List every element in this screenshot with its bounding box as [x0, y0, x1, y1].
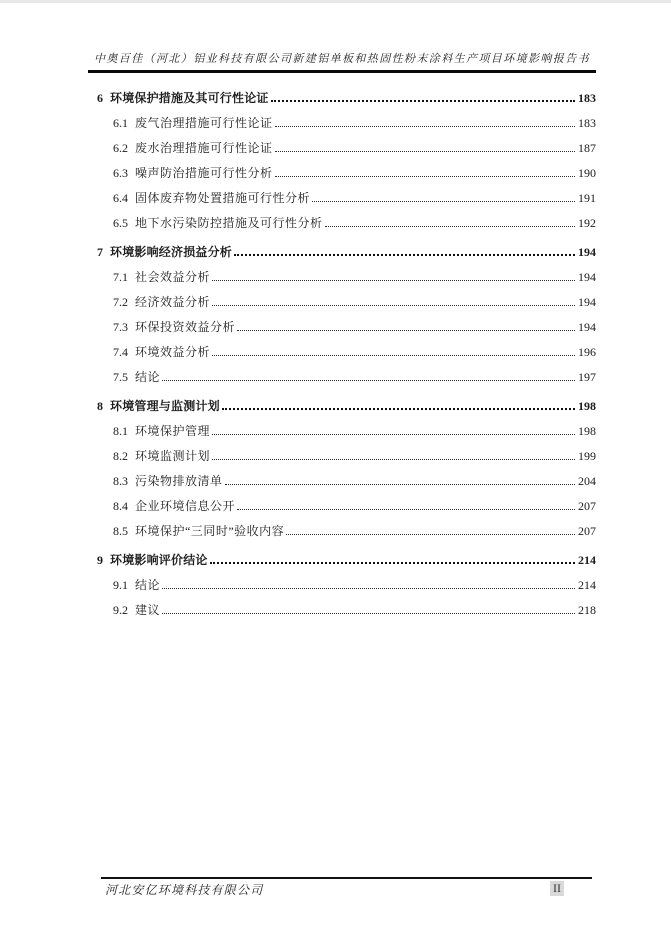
scan-edge-artifact	[0, 0, 671, 3]
dot-leader	[225, 484, 575, 485]
toc-entry-number: 6.1	[113, 116, 128, 130]
toc	[90, 82, 596, 623]
dot-leader	[212, 434, 575, 435]
toc-entry	[90, 419, 596, 444]
toc-entry-number: 7.1	[113, 270, 128, 284]
toc-entry-page: 194	[578, 245, 596, 259]
toc-entry-title: 环境保护“三同时”验收内容	[135, 524, 285, 538]
toc-entry-number: 6.5	[113, 216, 128, 230]
toc-entry-page: 218	[578, 603, 596, 617]
dot-leader	[271, 100, 575, 102]
dot-leader	[212, 459, 575, 460]
toc-entry-page: 214	[578, 578, 596, 592]
toc-entry-page: 187	[578, 141, 596, 155]
toc-entry-number: 7.2	[113, 295, 128, 309]
toc-entry	[90, 469, 596, 494]
toc-entry-number: 6.4	[113, 191, 128, 205]
toc-entry	[90, 519, 596, 544]
toc-entry-number: 7.4	[113, 345, 128, 359]
toc-entry-title: 环境保护管理	[135, 424, 211, 438]
page-footer	[101, 881, 592, 898]
toc-entry-number: 8.3	[113, 474, 128, 488]
dot-leader	[234, 254, 575, 256]
toc-entry-page: 197	[578, 370, 596, 384]
toc-entry-number: 6.3	[113, 166, 128, 180]
dot-leader	[212, 280, 575, 281]
dot-leader	[222, 408, 575, 410]
toc-entry-page: 199	[578, 449, 596, 463]
toc-entry	[90, 315, 596, 340]
toc-entry	[90, 340, 596, 365]
toc-entry-page: 190	[578, 166, 596, 180]
dot-leader	[212, 355, 575, 356]
toc-entry	[90, 186, 596, 211]
toc-entry-page: 198	[578, 399, 596, 413]
toc-entry	[90, 111, 596, 136]
toc-entry	[90, 265, 596, 290]
toc-entry-page: 183	[578, 116, 596, 130]
toc-entry-number: 6	[97, 91, 103, 105]
toc-entry-page: 191	[578, 191, 596, 205]
toc-entry-number: 9	[97, 553, 103, 567]
toc-entry-title: 社会效益分析	[135, 270, 211, 284]
toc-entry-page: 194	[578, 320, 596, 334]
toc-entry-number: 8	[97, 399, 103, 413]
toc-entry	[90, 494, 596, 519]
dot-leader	[210, 562, 575, 564]
toc-entry	[90, 365, 596, 390]
dot-leader	[325, 226, 575, 227]
toc-entry-number: 8.1	[113, 424, 128, 438]
toc-entry-title: 建议	[135, 603, 161, 617]
toc-entry	[90, 573, 596, 598]
dot-leader	[162, 588, 575, 589]
toc-entry-page: 198	[578, 424, 596, 438]
dot-leader	[275, 151, 575, 152]
toc-entry	[90, 290, 596, 315]
toc-entry-title: 污染物排放清单	[135, 474, 223, 488]
toc-entry-number: 7.3	[113, 320, 128, 334]
toc-entry	[90, 136, 596, 161]
toc-entry-number: 7.5	[113, 370, 128, 384]
toc-entry-title: 经济效益分析	[135, 295, 211, 309]
footer-company-name: 河北安亿环境科技有限公司	[105, 883, 264, 897]
toc-entry-number: 8.4	[113, 499, 128, 513]
header-rule	[88, 70, 596, 73]
toc-entry-page: 204	[578, 474, 596, 488]
dot-leader	[275, 126, 575, 127]
dot-leader	[162, 380, 575, 381]
toc-entry-title: 地下水污染防控措施及可行性分析	[135, 216, 323, 230]
toc-entry-title: 废水治理措施可行性论证	[135, 141, 273, 155]
toc-entry-title: 废气治理措施可行性论证	[135, 116, 273, 130]
dot-leader	[237, 509, 575, 510]
toc-entry-title: 环境管理与监测计划	[110, 399, 220, 413]
toc-entry-title: 环境效益分析	[135, 345, 211, 359]
toc-entry	[90, 211, 596, 236]
toc-entry-page: 207	[578, 499, 596, 513]
toc-entry-title: 固体废弃物处置措施可行性分析	[135, 191, 311, 205]
toc-entry-page: 196	[578, 345, 596, 359]
toc-entry-title: 环境影响经济损益分析	[110, 245, 233, 259]
toc-chapter-entry	[90, 394, 596, 419]
toc-entry-title: 结论	[135, 578, 161, 592]
dot-leader	[275, 176, 575, 177]
toc-entry-page: 183	[578, 91, 596, 105]
dot-leader	[212, 305, 575, 306]
toc-entry-title: 环境影响评价结论	[110, 553, 208, 567]
toc-entry-page: 192	[578, 216, 596, 230]
toc-chapter-entry	[90, 548, 596, 573]
toc-entry-number: 9.1	[113, 578, 128, 592]
dot-leader	[286, 534, 575, 535]
toc-entry-title: 企业环境信息公开	[135, 499, 236, 513]
toc-entry	[90, 444, 596, 469]
toc-entry-title: 结论	[135, 370, 161, 384]
toc-entry	[90, 161, 596, 186]
toc-entry-number: 6.2	[113, 141, 128, 155]
toc-entry-number: 8.2	[113, 449, 128, 463]
toc-entry-page: 207	[578, 524, 596, 538]
dot-leader	[237, 330, 575, 331]
toc-entry-title: 环境保护措施及其可行性论证	[110, 91, 269, 105]
toc-entry-page: 194	[578, 270, 596, 284]
toc-entry-page: 214	[578, 553, 596, 567]
toc-chapter-entry	[90, 240, 596, 265]
toc-entry-number: 8.5	[113, 524, 128, 538]
footer-page-number: II	[550, 881, 564, 896]
report-header-title: 中奥百佳（河北）铝业科技有限公司新建铝单板和热固性粉末涂料生产项目环境影响报告书	[94, 53, 590, 65]
footer-rule	[101, 877, 592, 879]
toc-entry-title: 噪声防治措施可行性分析	[135, 166, 273, 180]
dot-leader	[162, 613, 575, 614]
page-header	[88, 50, 596, 73]
toc-chapter-entry	[90, 86, 596, 111]
toc-entry-number: 9.2	[113, 603, 128, 617]
toc-entry-title: 环保投资效益分析	[135, 320, 236, 334]
toc-entry-title: 环境监测计划	[135, 449, 211, 463]
toc-entry-number: 7	[97, 245, 103, 259]
toc-entry	[90, 598, 596, 623]
dot-leader	[312, 201, 575, 202]
toc-entry-page: 194	[578, 295, 596, 309]
